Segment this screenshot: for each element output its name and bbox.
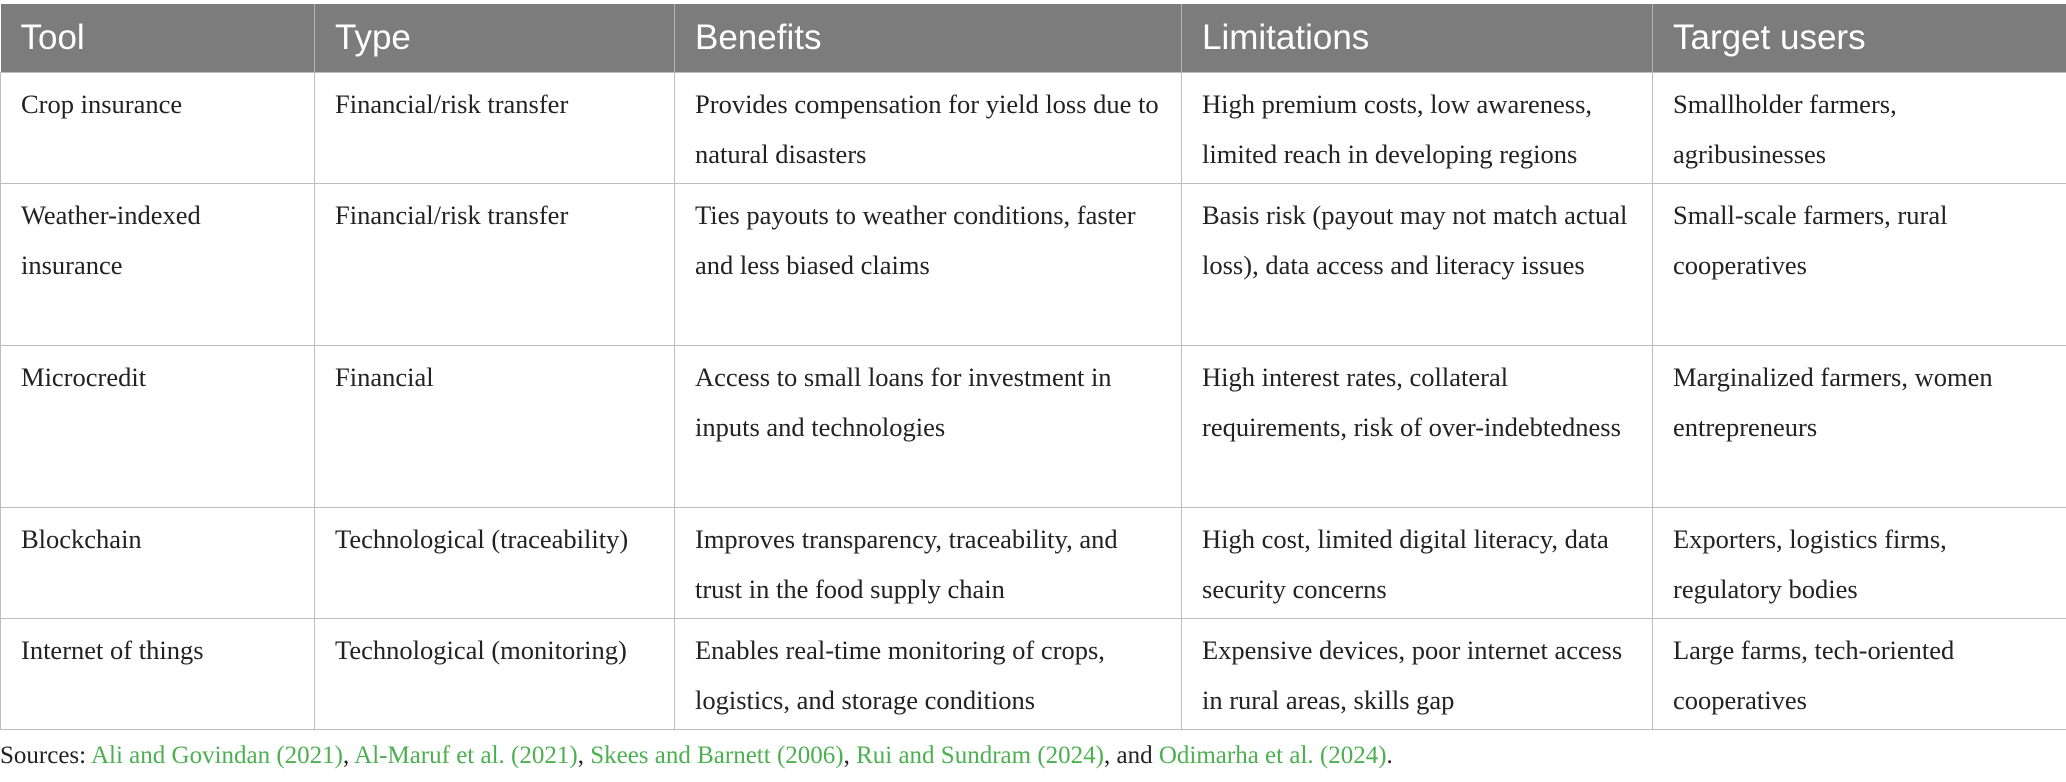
header-target-users: Target users <box>1653 4 2066 73</box>
table-row <box>1 73 2066 184</box>
cell-benefits: Improves transparency, traceability, and trust in the food supply chain <box>675 508 1182 619</box>
separator: , <box>577 742 591 769</box>
cell-target-users: Marginalized farmers, women entrepreneurs <box>1653 346 2066 508</box>
cell-target-users: Small-scale farmers, rural cooperatives <box>1653 184 2066 346</box>
cell-limitations: High cost, limited digital literacy, data security concerns <box>1182 508 1653 619</box>
cell-tool: Blockchain <box>1 508 315 619</box>
cell-target-users: Large farms, tech-oriented cooperatives <box>1653 619 2066 730</box>
header-tool: Tool <box>1 4 315 73</box>
sources-note <box>0 742 1393 770</box>
cell-benefits: Access to small loans for investment in inputs and technologies <box>675 346 1182 508</box>
cell-benefits: Enables real-time monitoring of crops, logistics, and storage conditions <box>675 619 1182 730</box>
cell-limitations: High interest rates, collateral requirements, risk of over-indebtedness <box>1182 346 1653 508</box>
cell-type: Financial/risk transfer <box>315 184 675 346</box>
cell-target-users: Smallholder farmers, agribusinesses <box>1653 73 2066 184</box>
cell-tool: Internet of things <box>1 619 315 730</box>
header-type: Type <box>315 4 675 73</box>
separator: , <box>843 742 857 769</box>
source-link[interactable]: Al-Maruf et al. (2021) <box>354 742 578 769</box>
table-row <box>1 619 2066 730</box>
cell-type: Financial <box>315 346 675 508</box>
table-row <box>1 346 2066 508</box>
sources-label: Sources: <box>0 742 91 769</box>
separator: , <box>343 742 355 769</box>
cell-tool: Microcredit <box>1 346 315 508</box>
source-link[interactable]: Rui and Sundram (2024) <box>856 742 1104 769</box>
source-link[interactable]: Odimarha et al. (2024) <box>1158 742 1387 769</box>
table-row <box>1 184 2066 346</box>
source-link[interactable]: Ali and Govindan (2021) <box>90 742 344 769</box>
table-row <box>1 508 2066 619</box>
cell-benefits: Ties payouts to weather conditions, faster and less biased claims <box>675 184 1182 346</box>
separator: , and <box>1103 742 1159 769</box>
table-header-row <box>1 4 2066 73</box>
cell-type: Technological (monitoring) <box>315 619 675 730</box>
source-link[interactable]: Skees and Barnett (2006) <box>590 742 844 769</box>
header-benefits: Benefits <box>675 4 1182 73</box>
cell-tool: Crop insurance <box>1 73 315 184</box>
cell-limitations: Basis risk (payout may not match actual loss), data access and literacy issues <box>1182 184 1653 346</box>
sources-end: . <box>1386 742 1393 769</box>
cell-type: Financial/risk transfer <box>315 73 675 184</box>
tools-table <box>0 4 2066 730</box>
cell-limitations: High premium costs, low awareness, limited reach in developing regions <box>1182 73 1653 184</box>
header-limitations: Limitations <box>1182 4 1653 73</box>
cell-target-users: Exporters, logistics firms, regulatory bodies <box>1653 508 2066 619</box>
cell-limitations: Expensive devices, poor internet access in rural areas, skills gap <box>1182 619 1653 730</box>
cell-type: Technological (traceability) <box>315 508 675 619</box>
cell-benefits: Provides compensation for yield loss due to natural disasters <box>675 73 1182 184</box>
cell-tool: Weather-indexed insurance <box>1 184 315 346</box>
